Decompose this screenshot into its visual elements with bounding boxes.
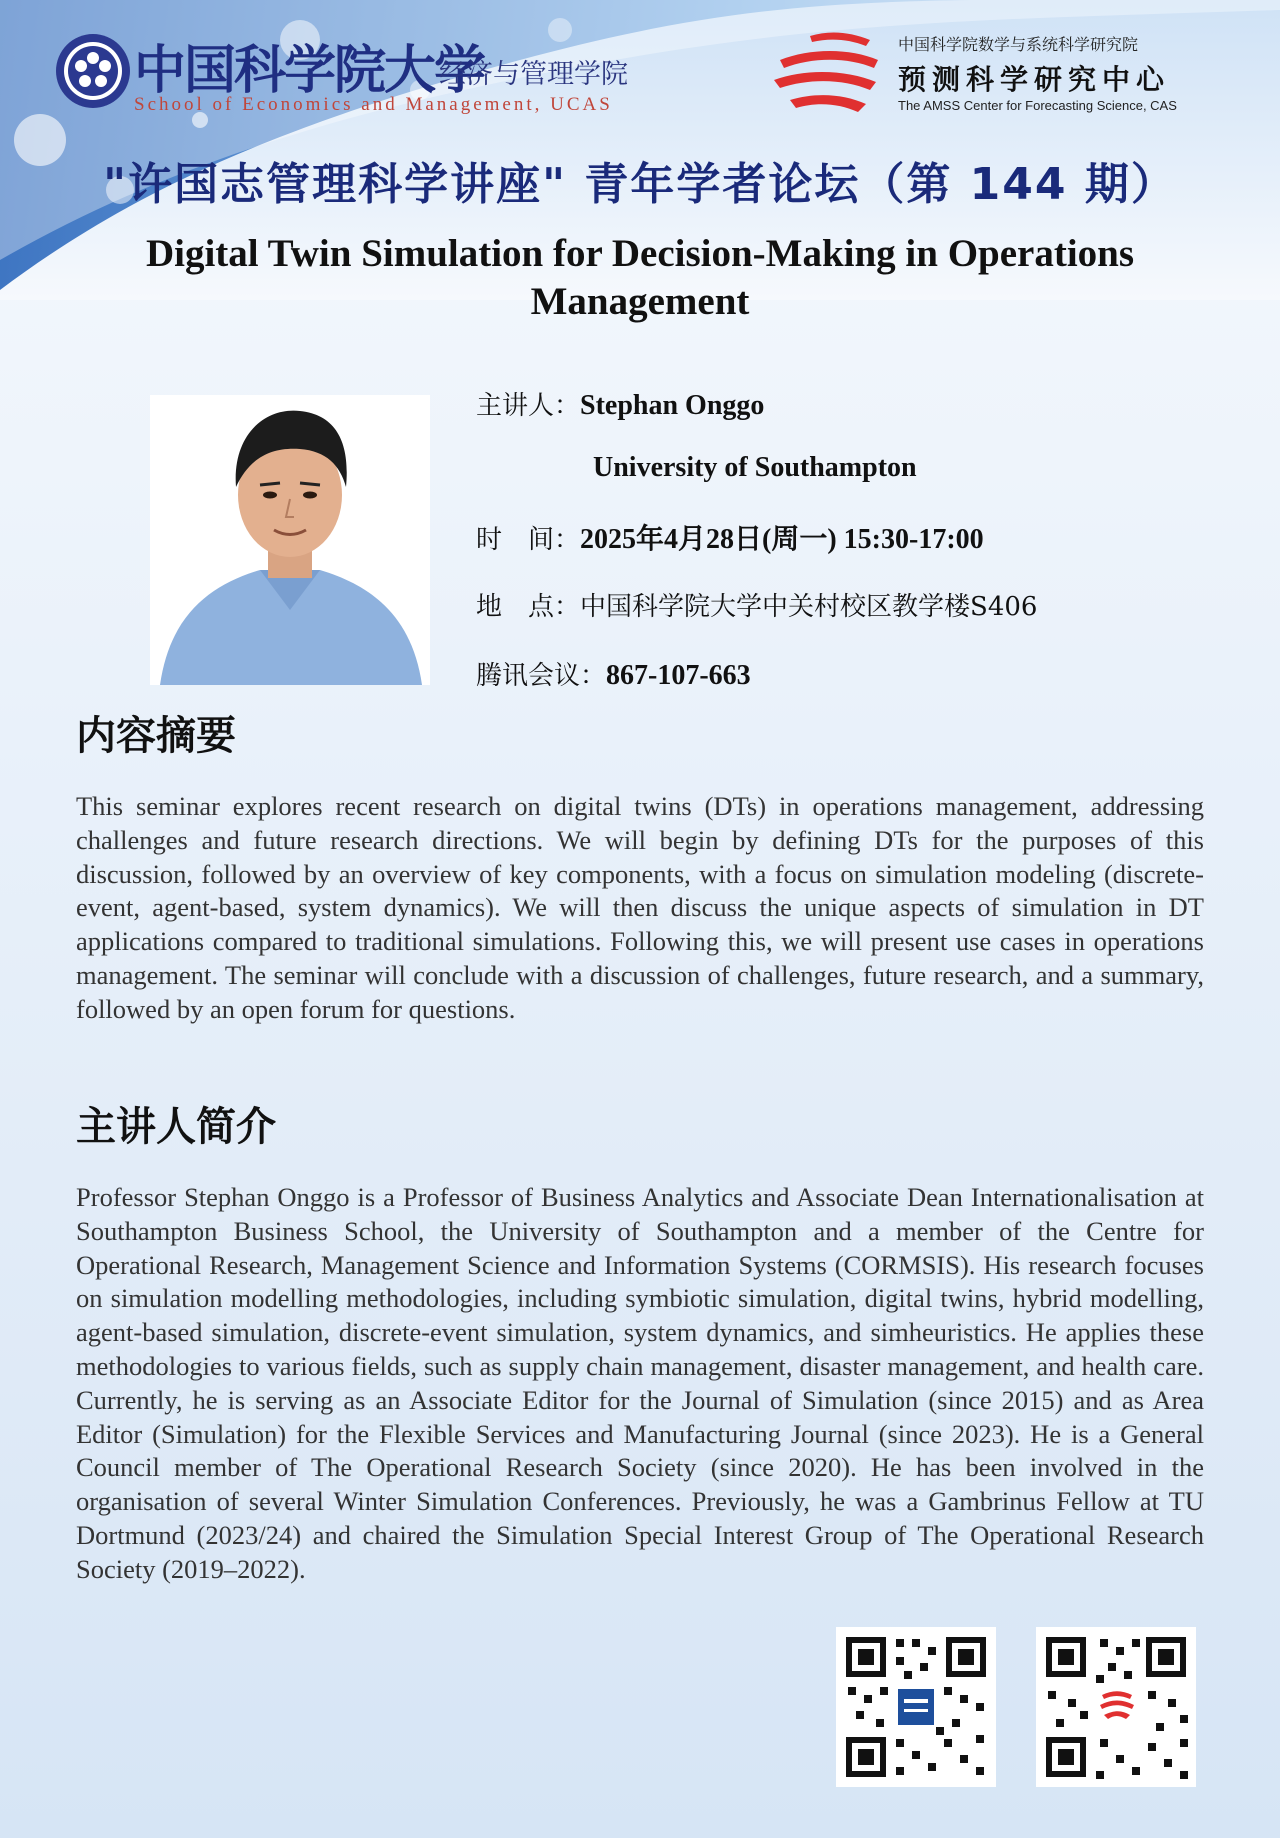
ucas-name: 中国科学院大学 [134,40,485,101]
qr-code-amss[interactable] [1036,1627,1196,1787]
meeting-id: 867-107-663 [606,660,751,691]
ucas-logo [54,22,654,122]
location-value: 中国科学院大学中关村校区教学楼S406 [580,592,1038,622]
meeting-row [476,655,751,692]
abstract-heading: 内容摘要 [76,713,236,759]
time-row [476,517,984,557]
location-row [476,586,1037,623]
qr-code-ucas[interactable] [836,1627,996,1787]
amss-wave-logo-icon [770,30,880,120]
ucas-school-cn: 经济与管理学院 [439,59,628,90]
bio-text: Professor Stephan Onggo is a Professor of Business Analytics and Associate Dean Internationalisation at Southampton Business School, the University of Southampton and a member of the Centre for Operational Research, Management Science and Information Systems (CORMSIS). His research focuses on simulation modelling methodologies, including symbiotic simulation, digital twins, hybrid modelling, agent-based simulation, discrete-event simulation, system dynamics, and simheuristics. He applies these methodologies to various fields, such as supply chain management, disaster management, and health care. Currently, he is serving as an Associate Editor for the Journal of Simulation (since 2015) and as Area Editor (Simulation) for the Flexible Services and Manufacturing Journal (since 2023). He is a General Council member of The Operational Research Society (since 2020). He has been involved in the organisation of several Winter Simulation Conferences. Previously, he was a Gambrinus Fellow at TU Dortmund (2023/24) and chaired the Simulation Special Interest Group of The Operational Research Society (2019–2022). [76,1182,1204,1584]
time-value: 2025年4月28日(周一) 15:30-17:00 [580,524,984,555]
time-label: 时 间： [476,525,581,555]
speaker-name: Stephan Onggo [580,390,765,421]
speaker-row [476,385,764,422]
location-label: 地 点： [476,592,581,622]
abstract-text: This seminar explores recent research on digital twins (DTs) in operations management, addressing challenges and future research directions. We will begin by defining DTs for the purposes of this discussion, followed by an overview of key components, with a focus on simulation modeling (discrete-event, agent-based, system dynamics). We will then discuss the unique aspects of simulation in DT applications compared to traditional simulations. Following this, we will present use cases in operations management. The seminar will conclude with a discussion of challenges, future research, and a summary, followed by an open forum for questions. [76,791,1204,1024]
bio-heading: 主讲人简介 [76,1104,276,1150]
affiliation-row [593,452,917,484]
meeting-label: 腾讯会议： [476,661,607,691]
amss-logo [770,30,1190,122]
ucas-school-en: School of Economics and Management, UCAS [134,94,613,115]
speaker-photo [150,395,430,685]
speaker-label: 主讲人： [476,391,581,421]
amss-name-cn: 中国科学院数学与系统科学研究院 [898,35,1139,54]
series-title: "许国志管理科学讲座" 青年学者论坛（第 144 期） [103,159,1177,210]
ucas-emblem-icon [54,32,132,110]
talk-title: Digital Twin Simulation for Decision-Making in Operations Management [145,232,1135,323]
amss-name-en: The AMSS Center for Forecasting Science, CAS [898,98,1177,113]
amss-center-name: 预测科学研究中心 [898,63,1171,96]
speaker-affiliation: University of Southampton [593,452,917,483]
